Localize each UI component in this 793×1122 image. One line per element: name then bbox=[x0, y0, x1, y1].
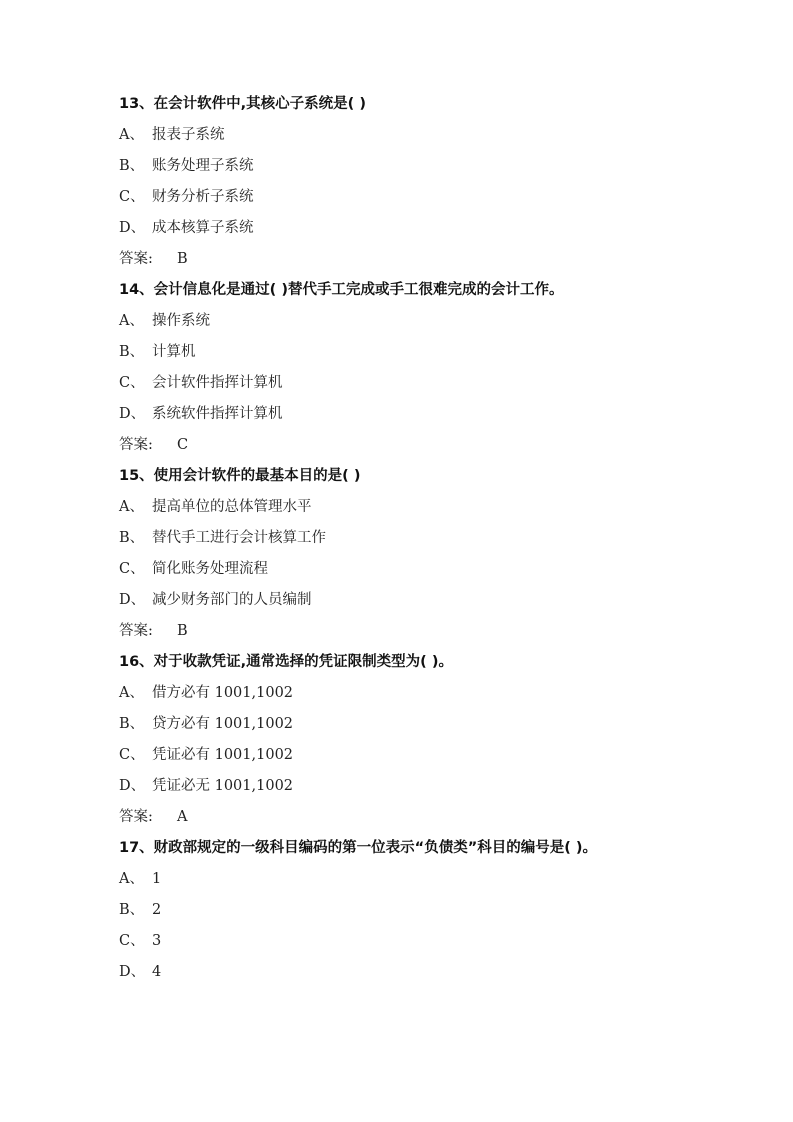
option-text: 会计软件指挥计算机 bbox=[152, 375, 283, 391]
answer-label: 答案: bbox=[119, 809, 153, 825]
option-text: 2 bbox=[152, 902, 162, 918]
option-b bbox=[119, 528, 719, 548]
answer-line bbox=[119, 435, 719, 455]
option-text: 替代手工进行会计核算工作 bbox=[152, 530, 326, 546]
question-title: 14、会计信息化是通过( )替代手工完成或手工很难完成的会计工作。 bbox=[119, 282, 564, 298]
option-letter: C、 bbox=[119, 189, 145, 205]
option-text: 贷方必有 1001,1002 bbox=[152, 716, 294, 732]
option-a bbox=[119, 683, 719, 703]
option-text: 减少财务部门的人员编制 bbox=[152, 592, 312, 608]
option-letter: A、 bbox=[119, 871, 144, 887]
option-text: 成本核算子系统 bbox=[152, 220, 254, 236]
option-a bbox=[119, 125, 719, 145]
option-d bbox=[119, 962, 719, 982]
answer-value: C bbox=[177, 437, 189, 453]
option-letter: D、 bbox=[119, 406, 146, 422]
option-letter: A、 bbox=[119, 499, 144, 515]
option-letter: D、 bbox=[119, 220, 146, 236]
option-letter: D、 bbox=[119, 592, 146, 608]
option-letter: D、 bbox=[119, 964, 146, 980]
option-d bbox=[119, 404, 719, 424]
answer-label: 答案: bbox=[119, 623, 153, 639]
option-d bbox=[119, 590, 719, 610]
answer-value: A bbox=[177, 809, 188, 825]
option-d bbox=[119, 776, 719, 796]
option-text: 借方必有 1001,1002 bbox=[152, 685, 294, 701]
answer-label: 答案: bbox=[119, 251, 153, 267]
answer-label: 答案: bbox=[119, 437, 153, 453]
option-a bbox=[119, 497, 719, 517]
option-c bbox=[119, 187, 719, 207]
option-letter: A、 bbox=[119, 685, 144, 701]
option-letter: B、 bbox=[119, 902, 145, 918]
question-title: 16、对于收款凭证,通常选择的凭证限制类型为( )。 bbox=[119, 654, 453, 670]
option-text: 3 bbox=[152, 933, 162, 949]
option-text: 1 bbox=[152, 871, 162, 887]
option-c bbox=[119, 373, 719, 393]
option-letter: B、 bbox=[119, 716, 145, 732]
option-a bbox=[119, 869, 719, 889]
option-text: 账务处理子系统 bbox=[152, 158, 254, 174]
answer-line bbox=[119, 621, 719, 641]
question-title: 13、在会计软件中,其核心子系统是( ) bbox=[119, 96, 366, 112]
option-letter: B、 bbox=[119, 530, 145, 546]
option-text: 简化账务处理流程 bbox=[152, 561, 268, 577]
question-title: 15、使用会计软件的最基本目的是( ) bbox=[119, 468, 361, 484]
option-letter: C、 bbox=[119, 933, 145, 949]
option-letter: C、 bbox=[119, 561, 145, 577]
option-letter: D、 bbox=[119, 778, 146, 794]
option-letter: A、 bbox=[119, 313, 144, 329]
option-text: 财务分析子系统 bbox=[152, 189, 254, 205]
question-15 bbox=[119, 466, 719, 641]
question-17 bbox=[119, 838, 719, 982]
question-list bbox=[119, 94, 719, 993]
option-text: 系统软件指挥计算机 bbox=[152, 406, 283, 422]
option-letter: B、 bbox=[119, 344, 145, 360]
option-text: 凭证必无 1001,1002 bbox=[152, 778, 294, 794]
option-text: 4 bbox=[152, 964, 162, 980]
answer-value: B bbox=[177, 251, 188, 267]
option-letter: B、 bbox=[119, 158, 145, 174]
option-a bbox=[119, 311, 719, 331]
option-letter: A、 bbox=[119, 127, 144, 143]
option-b bbox=[119, 714, 719, 734]
answer-value: B bbox=[177, 623, 188, 639]
option-text: 报表子系统 bbox=[152, 127, 225, 143]
option-text: 计算机 bbox=[152, 344, 196, 360]
question-14 bbox=[119, 280, 719, 455]
option-c bbox=[119, 559, 719, 579]
question-13 bbox=[119, 94, 719, 269]
option-letter: C、 bbox=[119, 747, 145, 763]
option-b bbox=[119, 900, 719, 920]
answer-line bbox=[119, 249, 719, 269]
option-text: 提高单位的总体管理水平 bbox=[152, 499, 312, 515]
question-16 bbox=[119, 652, 719, 827]
answer-line bbox=[119, 807, 719, 827]
option-d bbox=[119, 218, 719, 238]
option-b bbox=[119, 156, 719, 176]
option-text: 操作系统 bbox=[152, 313, 210, 329]
option-letter: C、 bbox=[119, 375, 145, 391]
option-c bbox=[119, 931, 719, 951]
option-text: 凭证必有 1001,1002 bbox=[152, 747, 294, 763]
option-b bbox=[119, 342, 719, 362]
option-c bbox=[119, 745, 719, 765]
question-title: 17、财政部规定的一级科目编码的第一位表示“负债类”科目的编号是( )。 bbox=[119, 840, 598, 856]
